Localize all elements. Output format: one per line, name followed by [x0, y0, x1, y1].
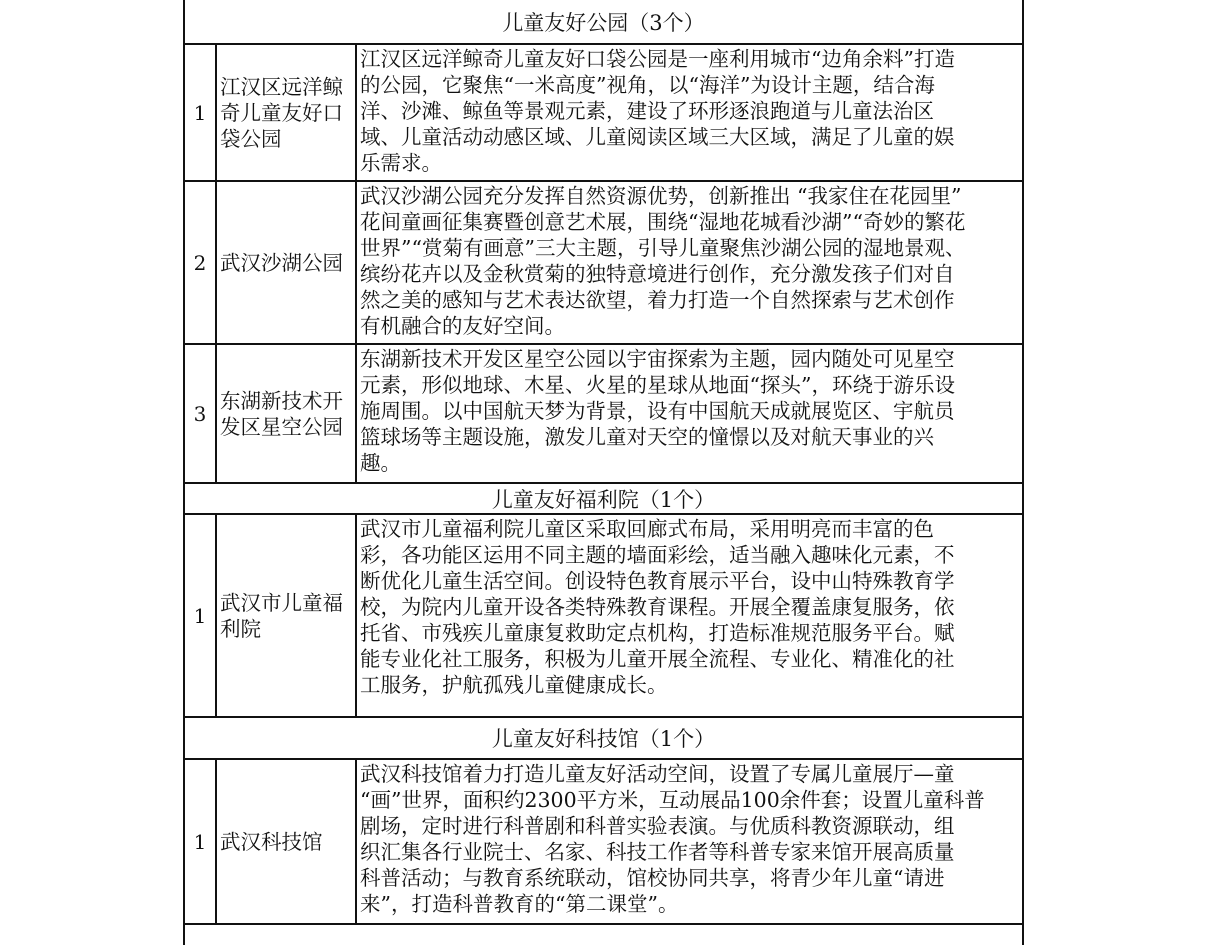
section-title: 儿童友好福利院（1个） — [491, 487, 716, 512]
row-number: 1 — [185, 760, 217, 923]
facility-name: 武汉科技馆 — [217, 760, 357, 923]
facility-name: 江汉区远洋鲸 奇儿童友好口 袋公园 — [217, 45, 357, 180]
table-row — [183, 345, 1024, 484]
facility-description: 武汉科技馆着力打造儿童友好活动空间，设置了专属儿童展厅—童 “画”世界，面积约2300平方米，互动展品100余件套；设置儿童科普 剧场，定时进行科普剧和科普实验表演。与优质科教资源联动，组 织汇集各行业院士、名家、科技工作者等科普专家来馆开展高质量 科普活动；与教育系统联动，馆校协同共享，将青少年儿童“请进 来”，打造科普教育的“第二课堂”。 — [360, 762, 985, 916]
facility-description: 江汉区远洋鲸奇儿童友好口袋公园是一座利用城市“边角余料”打造 的公园，它聚焦“一米高度”视角，以“海洋”为设计主题，结合海 洋、沙滩、鲸鱼等景观元素，建设了环形逐浪跑道与儿童法治区 域、儿童活动动感区域、儿童阅读区域三大区域，满足了儿童的娱 乐需求。 — [360, 47, 955, 175]
row-number: 1 — [185, 45, 217, 180]
section-header-welfare — [183, 484, 1024, 515]
section-header-parks — [183, 0, 1024, 45]
facility-description: 东湖新技术开发区星空公园以宇宙探索为主题，园内随处可见星空 元素，形似地球、木星、火星的星球从地面“探头”，环绕于游乐设 施周围。以中国航天梦为背景，设有中国航天成就展览区、宇航员 篮球场等主题设施，激发儿童对天空的憧憬以及对航天事业的兴 趣。 — [360, 347, 955, 475]
facility-description: 武汉沙湖公园充分发挥自然资源优势，创新推出 “我家住在花园里” 花间童画征集赛暨创意艺术展，围绕“湿地花城看沙湖”“奇妙的繁花 世界”“赏菊有画意”三大主题，引导儿童聚焦沙湖公园的湿地景观、 缤纷花卉以及金秋赏菊的独特意境进行创作，充分激发孩子们对自 然之美的感知与艺术表达欲望，着力打造一个自然探索与艺术创作 有机融合的友好空间。 — [360, 184, 966, 338]
table-row-partial — [183, 925, 1024, 945]
section-title: 儿童友好科技馆（1个） — [491, 727, 716, 751]
facility-name: 东湖新技术开 发区星空公园 — [217, 345, 357, 482]
table-row — [183, 45, 1024, 182]
facility-name: 武汉沙湖公园 — [217, 182, 357, 343]
section-header-science — [183, 718, 1024, 760]
table-row — [183, 760, 1024, 925]
table-row — [183, 515, 1024, 718]
table-row — [183, 182, 1024, 345]
row-number: 3 — [185, 345, 217, 482]
row-number: 2 — [185, 182, 217, 343]
section-title: 儿童友好公园（3个） — [502, 10, 705, 35]
row-number: 1 — [185, 515, 217, 716]
facility-description: 武汉市儿童福利院儿童区采取回廊式布局，采用明亮而丰富的色 彩，各功能区运用不同主题的墙面彩绘，适当融入趣味化元素，不 断优化儿童生活空间。创设特色教育展示平台，设中山特殊教育学 校，为院内儿童开设各类特殊教育课程。开展全覆盖康复服务，依 托省、市残疾儿童康复救助定点机构，打造标准规范服务平台。赋 能专业化社工服务，积极为儿童开展全流程、专业化、精准化的社 工服务，护航孤残儿童健康成长。 — [360, 517, 955, 697]
facility-name: 武汉市儿童福 利院 — [217, 515, 357, 716]
